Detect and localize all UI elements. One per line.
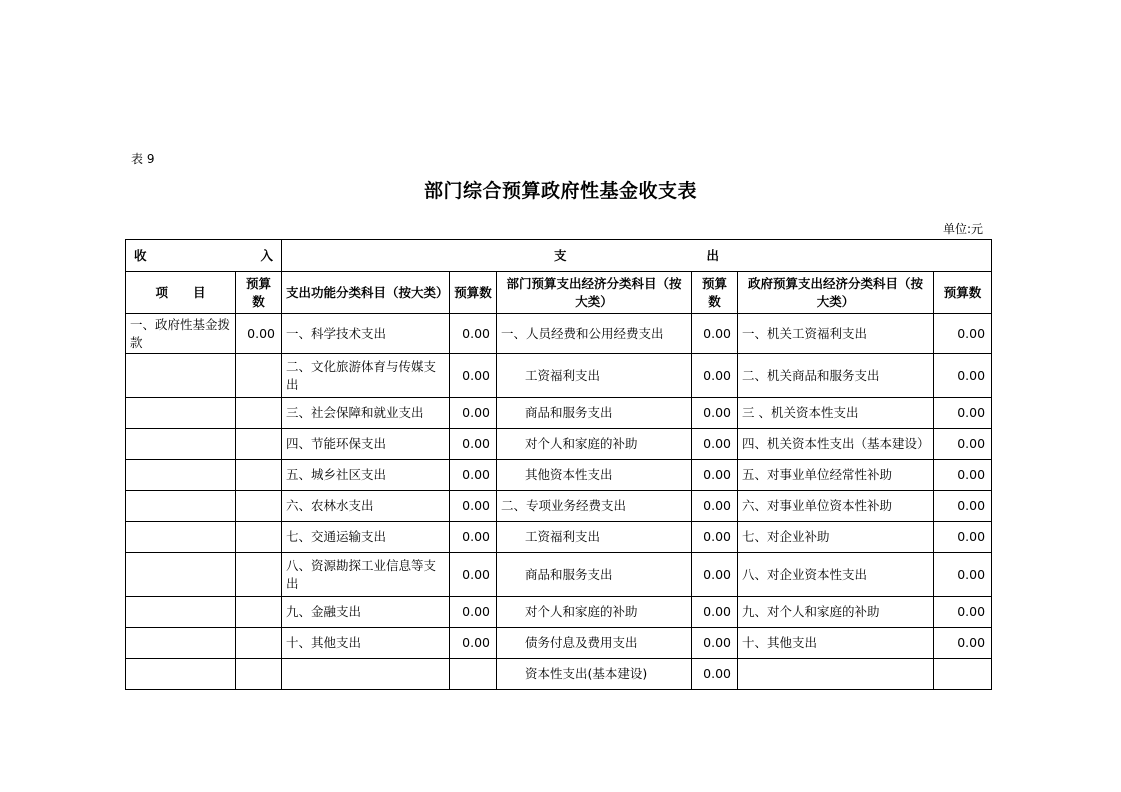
page-title: 部门综合预算政府性基金收支表 <box>423 180 697 202</box>
dept-budget-cell: 0.00 <box>692 597 738 628</box>
income-item-cell <box>126 398 236 429</box>
table-row <box>126 314 992 354</box>
gov-econ-category-cell: 十、其他支出 <box>738 628 934 659</box>
income-budget-cell <box>236 553 282 597</box>
income-right-label: 入 <box>260 247 273 263</box>
col-header-budget: 预算数 <box>934 272 992 314</box>
gov-budget-cell: 0.00 <box>934 398 992 429</box>
dept-econ-category-cell: 资本性支出(基本建设) <box>497 659 692 690</box>
gov-econ-category-cell: 八、对企业资本性支出 <box>738 553 934 597</box>
dept-econ-category-cell: 商品和服务支出 <box>497 553 692 597</box>
func-budget-cell: 0.00 <box>450 597 497 628</box>
income-left-label: 收 <box>134 247 147 263</box>
income-item-cell <box>126 429 236 460</box>
dept-budget-cell: 0.00 <box>692 429 738 460</box>
gov-econ-category-cell: 一、机关工资福利支出 <box>738 314 934 354</box>
table-row <box>126 460 992 491</box>
dept-budget-cell: 0.00 <box>692 460 738 491</box>
gov-budget-cell: 0.00 <box>934 491 992 522</box>
income-item-cell <box>126 491 236 522</box>
func-category-cell: 五、城乡社区支出 <box>282 460 450 491</box>
unit-label: 单位:元 <box>942 222 983 236</box>
budget-table <box>125 239 992 690</box>
dept-budget-cell: 0.00 <box>692 522 738 553</box>
income-item-cell <box>126 597 236 628</box>
table-row <box>126 659 992 690</box>
func-category-cell: 九、金融支出 <box>282 597 450 628</box>
table-row <box>126 354 992 398</box>
income-budget-cell <box>236 429 282 460</box>
income-item-cell <box>126 460 236 491</box>
gov-econ-category-cell: 二、机关商品和服务支出 <box>738 354 934 398</box>
income-budget-cell <box>236 628 282 659</box>
income-budget-cell <box>236 460 282 491</box>
func-budget-cell: 0.00 <box>450 429 497 460</box>
table-row <box>126 398 992 429</box>
income-item-cell <box>126 659 236 690</box>
income-budget-cell <box>236 522 282 553</box>
func-category-cell: 六、农林水支出 <box>282 491 450 522</box>
income-budget-cell <box>236 597 282 628</box>
func-budget-cell: 0.00 <box>450 398 497 429</box>
gov-econ-category-cell: 六、对事业单位资本性补助 <box>738 491 934 522</box>
dept-econ-category-cell: 一、人员经费和公用经费支出 <box>497 314 692 354</box>
table-number: 表 9 <box>131 152 155 166</box>
col-header-gov-econ-category: 政府预算支出经济分类科目（按大类） <box>738 272 934 314</box>
dept-econ-category-cell: 其他资本性支出 <box>497 460 692 491</box>
func-category-cell: 七、交通运输支出 <box>282 522 450 553</box>
dept-econ-category-cell: 二、专项业务经费支出 <box>497 491 692 522</box>
dept-budget-cell: 0.00 <box>692 398 738 429</box>
dept-econ-category-cell: 商品和服务支出 <box>497 398 692 429</box>
col-header-budget: 预算数 <box>450 272 497 314</box>
income-section-header <box>126 240 282 272</box>
income-budget-cell <box>236 398 282 429</box>
func-budget-cell: 0.00 <box>450 460 497 491</box>
income-item-cell <box>126 354 236 398</box>
func-budget-cell: 0.00 <box>450 628 497 659</box>
dept-budget-cell: 0.00 <box>692 628 738 659</box>
dept-budget-cell: 0.00 <box>692 314 738 354</box>
gov-budget-cell: 0.00 <box>934 429 992 460</box>
func-category-cell <box>282 659 450 690</box>
income-item-cell: 一、政府性基金拨款 <box>126 314 236 354</box>
gov-econ-category-cell: 七、对企业补助 <box>738 522 934 553</box>
col-header-budget: 预算数 <box>236 272 282 314</box>
func-budget-cell: 0.00 <box>450 314 497 354</box>
col-header-func-category: 支出功能分类科目（按大类） <box>282 272 450 314</box>
income-item-cell <box>126 628 236 659</box>
income-item-cell <box>126 553 236 597</box>
gov-budget-cell: 0.00 <box>934 553 992 597</box>
expense-left-label: 支 <box>554 247 567 263</box>
gov-econ-category-cell: 四、机关资本性支出（基本建设） <box>738 429 934 460</box>
table-row <box>126 491 992 522</box>
section-header-row <box>126 240 992 272</box>
func-budget-cell: 0.00 <box>450 553 497 597</box>
table-row <box>126 522 992 553</box>
col-header-budget: 预算数 <box>692 272 738 314</box>
column-header-row <box>126 272 992 314</box>
gov-budget-cell: 0.00 <box>934 354 992 398</box>
func-budget-cell: 0.00 <box>450 522 497 553</box>
income-budget-cell <box>236 659 282 690</box>
dept-econ-category-cell: 债务付息及费用支出 <box>497 628 692 659</box>
dept-econ-category-cell: 对个人和家庭的补助 <box>497 429 692 460</box>
func-category-cell: 二、文化旅游体育与传媒支出 <box>282 354 450 398</box>
dept-budget-cell: 0.00 <box>692 553 738 597</box>
expense-section-header <box>282 240 992 272</box>
table-row <box>126 597 992 628</box>
gov-econ-category-cell: 五、对事业单位经常性补助 <box>738 460 934 491</box>
gov-budget-cell: 0.00 <box>934 314 992 354</box>
dept-econ-category-cell: 对个人和家庭的补助 <box>497 597 692 628</box>
gov-budget-cell: 0.00 <box>934 628 992 659</box>
func-category-cell: 八、资源勘探工业信息等支出 <box>282 553 450 597</box>
table-row <box>126 628 992 659</box>
func-category-cell: 三、社会保障和就业支出 <box>282 398 450 429</box>
dept-budget-cell: 0.00 <box>692 354 738 398</box>
table-row <box>126 429 992 460</box>
income-budget-cell: 0.00 <box>236 314 282 354</box>
gov-budget-cell: 0.00 <box>934 597 992 628</box>
gov-econ-category-cell: 三 、机关资本性支出 <box>738 398 934 429</box>
func-budget-cell <box>450 659 497 690</box>
dept-budget-cell: 0.00 <box>692 491 738 522</box>
func-category-cell: 一、科学技术支出 <box>282 314 450 354</box>
income-item-cell <box>126 522 236 553</box>
gov-budget-cell: 0.00 <box>934 460 992 491</box>
gov-econ-category-cell <box>738 659 934 690</box>
func-category-cell: 十、其他支出 <box>282 628 450 659</box>
income-budget-cell <box>236 491 282 522</box>
expense-right-label: 出 <box>706 247 720 263</box>
gov-econ-category-cell: 九、对个人和家庭的补助 <box>738 597 934 628</box>
gov-budget-cell <box>934 659 992 690</box>
func-budget-cell: 0.00 <box>450 491 497 522</box>
col-header-dept-econ-category: 部门预算支出经济分类科目（按大类） <box>497 272 692 314</box>
dept-budget-cell: 0.00 <box>692 659 738 690</box>
dept-econ-category-cell: 工资福利支出 <box>497 522 692 553</box>
col-header-item: 项 目 <box>126 272 236 314</box>
func-category-cell: 四、节能环保支出 <box>282 429 450 460</box>
dept-econ-category-cell: 工资福利支出 <box>497 354 692 398</box>
gov-budget-cell: 0.00 <box>934 522 992 553</box>
table-row <box>126 553 992 597</box>
income-budget-cell <box>236 354 282 398</box>
func-budget-cell: 0.00 <box>450 354 497 398</box>
